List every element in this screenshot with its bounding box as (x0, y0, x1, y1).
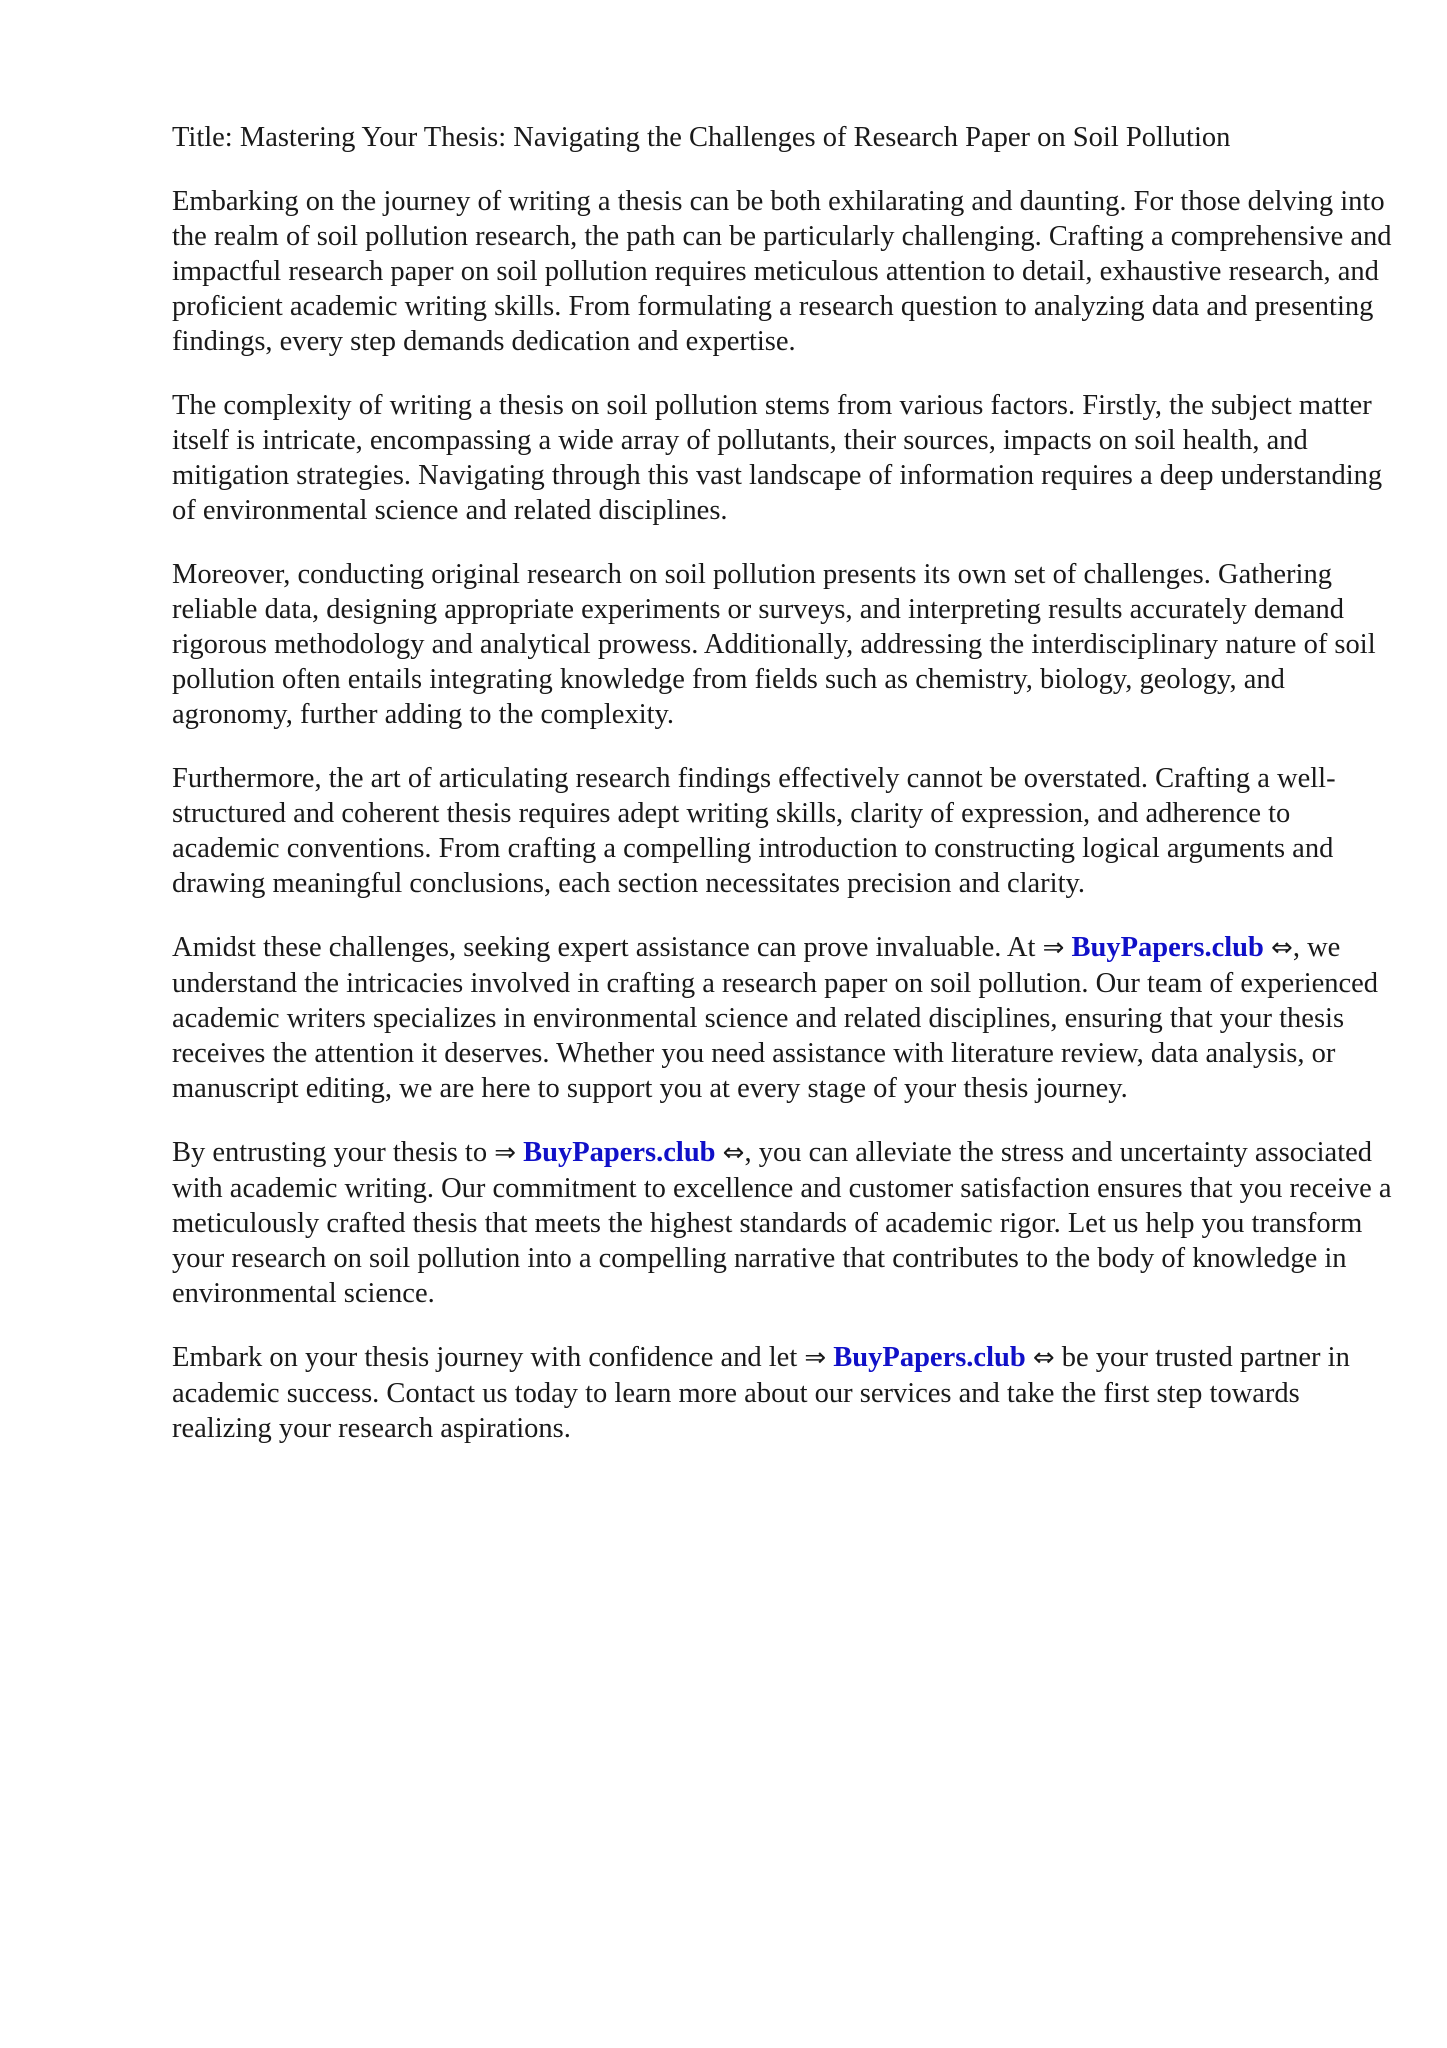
left-right-double-arrow-icon: ⇔ (1032, 1343, 1055, 1373)
paragraph-complexity: The complexity of writing a thesis on soil pollution stems from various factors. Firstly, the subject matter itself is intricate, encompassing a wide array of pollutants, their sources, impacts on soil health, and mitigation strategies. Navigating through this vast landscape of information requires a deep understanding of environmental science and related disciplines. (172, 390, 1383, 526)
buypapers-link[interactable]: BuyPapers.club (523, 1137, 716, 1168)
right-double-arrow-icon: ⇒ (1042, 933, 1065, 963)
right-double-arrow-icon: ⇒ (804, 1343, 827, 1373)
paragraph-research-challenges: Moreover, conducting original research on soil pollution presents its own set of challenges. Gathering reliable data, designing appropriate experiments or surveys, and interpreting results accurately demand rigorous methodology and analytical prowess. Additionally, addressing the interdisciplinary nature of soil pollution often entails integrating knowledge from fields such as chemistry, biology, geology, and agronomy, further adding to the complexity. (172, 559, 1376, 730)
paragraph-text: , we understand the intricacies involved in crafting a research paper on soil pollution. Our team of experienced academic writers specializes in environmental science and related disciplines, ensuring that your thesis receives the attention it deserves. Whether you need assistance with literature review, data analysis, or manuscript editing, we are here to support you at every stage of your thesis journey. (172, 932, 1379, 1104)
paragraph-text: Amidst these challenges, seeking expert assistance can prove invaluable. At (172, 932, 1043, 963)
paragraph-text: Embark on your thesis journey with confidence and let (172, 1342, 805, 1373)
left-right-double-arrow-icon: ⇔ (1271, 933, 1293, 963)
paragraph-intro: Embarking on the journey of writing a thesis can be both exhilarating and daunting. For those delving into the realm of soil pollution research, the path can be particularly challenging. Crafting a comprehensive and impactful research paper on soil pollution requires meticulous attention to detail, exhaustive research, and proficient academic writing skills. From formulating a research question to analyzing data and presenting findings, every step demands dedication and expertise. (172, 186, 1392, 357)
right-double-arrow-icon: ⇒ (494, 1138, 516, 1168)
paragraph-closing (172, 1340, 1392, 1446)
paragraph-expert-assistance (172, 930, 1392, 1106)
buypapers-link[interactable]: BuyPapers.club (1071, 932, 1264, 963)
paragraph-text: By entrusting your thesis to (172, 1137, 495, 1168)
document-title: Title: Mastering Your Thesis: Navigating the Challenges of Research Paper on Soil Pollution (172, 122, 1231, 153)
buypapers-link[interactable]: BuyPapers.club (833, 1342, 1026, 1373)
paragraph-text: , you can alleviate the stress and uncertainty associated with academic writing. Our commitment to excellence and customer satisfaction ensures that you receive a meticulously crafted thesis that meets the highest standards of academic rigor. Let us help you transform your research on soil pollution into a compelling narrative that contributes to the body of knowledge in environmental science. (172, 1137, 1392, 1309)
paragraph-entrusting (172, 1135, 1392, 1311)
paragraph-articulating-findings: Furthermore, the art of articulating research findings effectively cannot be overstated. Crafting a well-structured and coherent thesis requires adept writing skills, clarity of expression, and adherence to academic conventions. From crafting a compelling introduction to constructing logical arguments and drawing meaningful conclusions, each section necessitates precision and clarity. (172, 763, 1336, 899)
paragraph-text: be your trusted partner in academic success. Contact us today to learn more about our services and take the first step towards realizing your research aspirations. (172, 1342, 1350, 1444)
document-body (172, 120, 1392, 1475)
left-right-double-arrow-icon: ⇔ (722, 1138, 745, 1168)
